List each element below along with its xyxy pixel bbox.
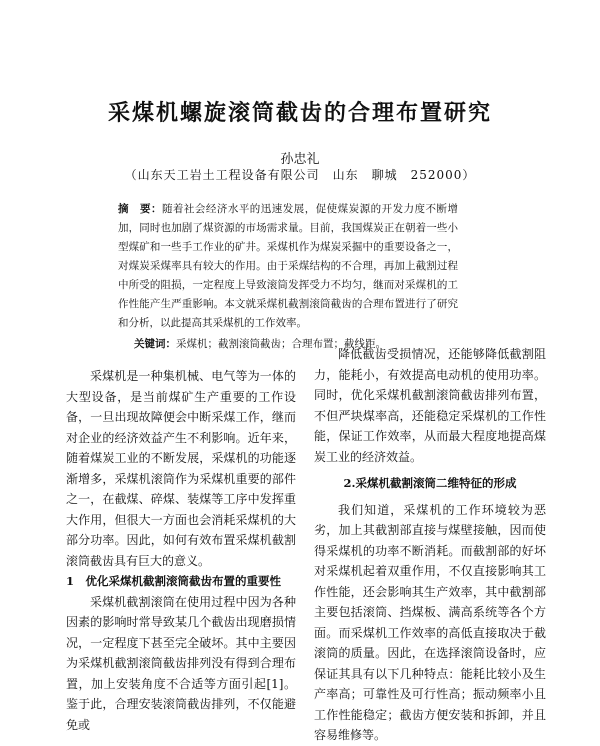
paper-title: 采煤机螺旋滚筒截齿的合理布置研究 bbox=[107, 100, 492, 126]
keywords-text: 采煤机；截割滚筒截齿；合理布置；截线距。 bbox=[176, 338, 386, 350]
keywords-label: 关键词： bbox=[134, 338, 176, 350]
continued-paragraph: 降低截齿受损情况，还能够降低截割阻力，能耗小，有效提高电动机的使用功率。同时，优化采煤机截割滚筒截齿排列布置，不但严块煤率高，还能稳定采煤机的工作性能，保证工作效率，从而最大程度地提高煤炭工业的经济效益。 bbox=[314, 347, 546, 464]
author-name: 孙忠礼 bbox=[280, 152, 320, 167]
intro-paragraph: 采煤机是一种集机械、电气等为一体的大型设备，是当前煤矿生产重要的工作设备，一旦出现故障便会中断采煤工作，继而对企业的经济效益产生不利影响。近年来，随着煤炭工业的不断发展，采煤机的功能逐渐增多，采煤机滚筒作为采煤机重要的部件之一，在截煤、碎煤、装煤等工序中发挥重大作用，但很大一方面也会消耗采煤机的大部分功率。因此，如何有效布置采煤机截割滚筒截齿具有巨大的意义。 bbox=[66, 369, 296, 568]
left-column bbox=[66, 366, 296, 735]
abstract-label: 摘 要： bbox=[118, 203, 162, 215]
section-2-heading: 2.采煤机截割滚筒二维特征的形成 bbox=[343, 476, 517, 490]
section-1-heading: 1 优化采煤机截割滚筒截齿布置的重要性 bbox=[66, 574, 281, 588]
abstract-block bbox=[118, 200, 458, 333]
section-1-paragraph: 采煤机截割滚筒在使用过程中因为各种因素的影响时常导致某几个截齿出现磨损情况，一定程度下甚至完全破坏。其中主要因为采煤机截割滚筒截齿排列没有得到合理布置，加上安装角度不合适等方面引起[1]。鉴于此，合理安装滚筒截齿排列，不仅能避免或 bbox=[66, 594, 296, 732]
author-affiliation: （山东天工岩土工程设备有限公司 山东 聊城 252000） bbox=[124, 168, 476, 182]
abstract-text: 随着社会经济水平的迅速发展，促使煤炭源的开发力度不断增加，同时也加剧了煤资源的市场需求量。目前，我国煤炭正在朝着一些小型煤矿和一些手工作业的矿井。采煤机作为煤炭采掘中的重要设备之一，对煤炭采煤率具有较大的作用。由于采煤结构的不合理，再加上截割过程中所受的阻损，一定程度上导致滚筒发挥受力不均匀，继而对采煤机的工作性能产生严重影响。本文就采煤机截割滚筒截齿的合理布置进行了研究和分析，以此提高其采煤机的工作效率。 bbox=[118, 203, 459, 329]
right-column bbox=[314, 344, 546, 746]
section-2-paragraph: 我们知道，采煤机的工作环境较为恶劣，加上其截割部直接与煤壁接触，因而使得采煤机的功率不断消耗。而截割部的好坏对采煤机起着双重作用，不仅直接影响其工作性能，还会影响其生产效率，其中截割部主要包括滚筒、挡煤板、满高系统等各个方面。而采煤机工作效率的高低直接取决于截滚筒的质量。因此，在选择滚筒设备时，应保证其具有以下几种特点：能耗比较小及生产率高；可靠性及可行性高；振动频率小且工作性能稳定；截齿方便安装和拆卸，并且容易维修等。 bbox=[314, 502, 546, 742]
